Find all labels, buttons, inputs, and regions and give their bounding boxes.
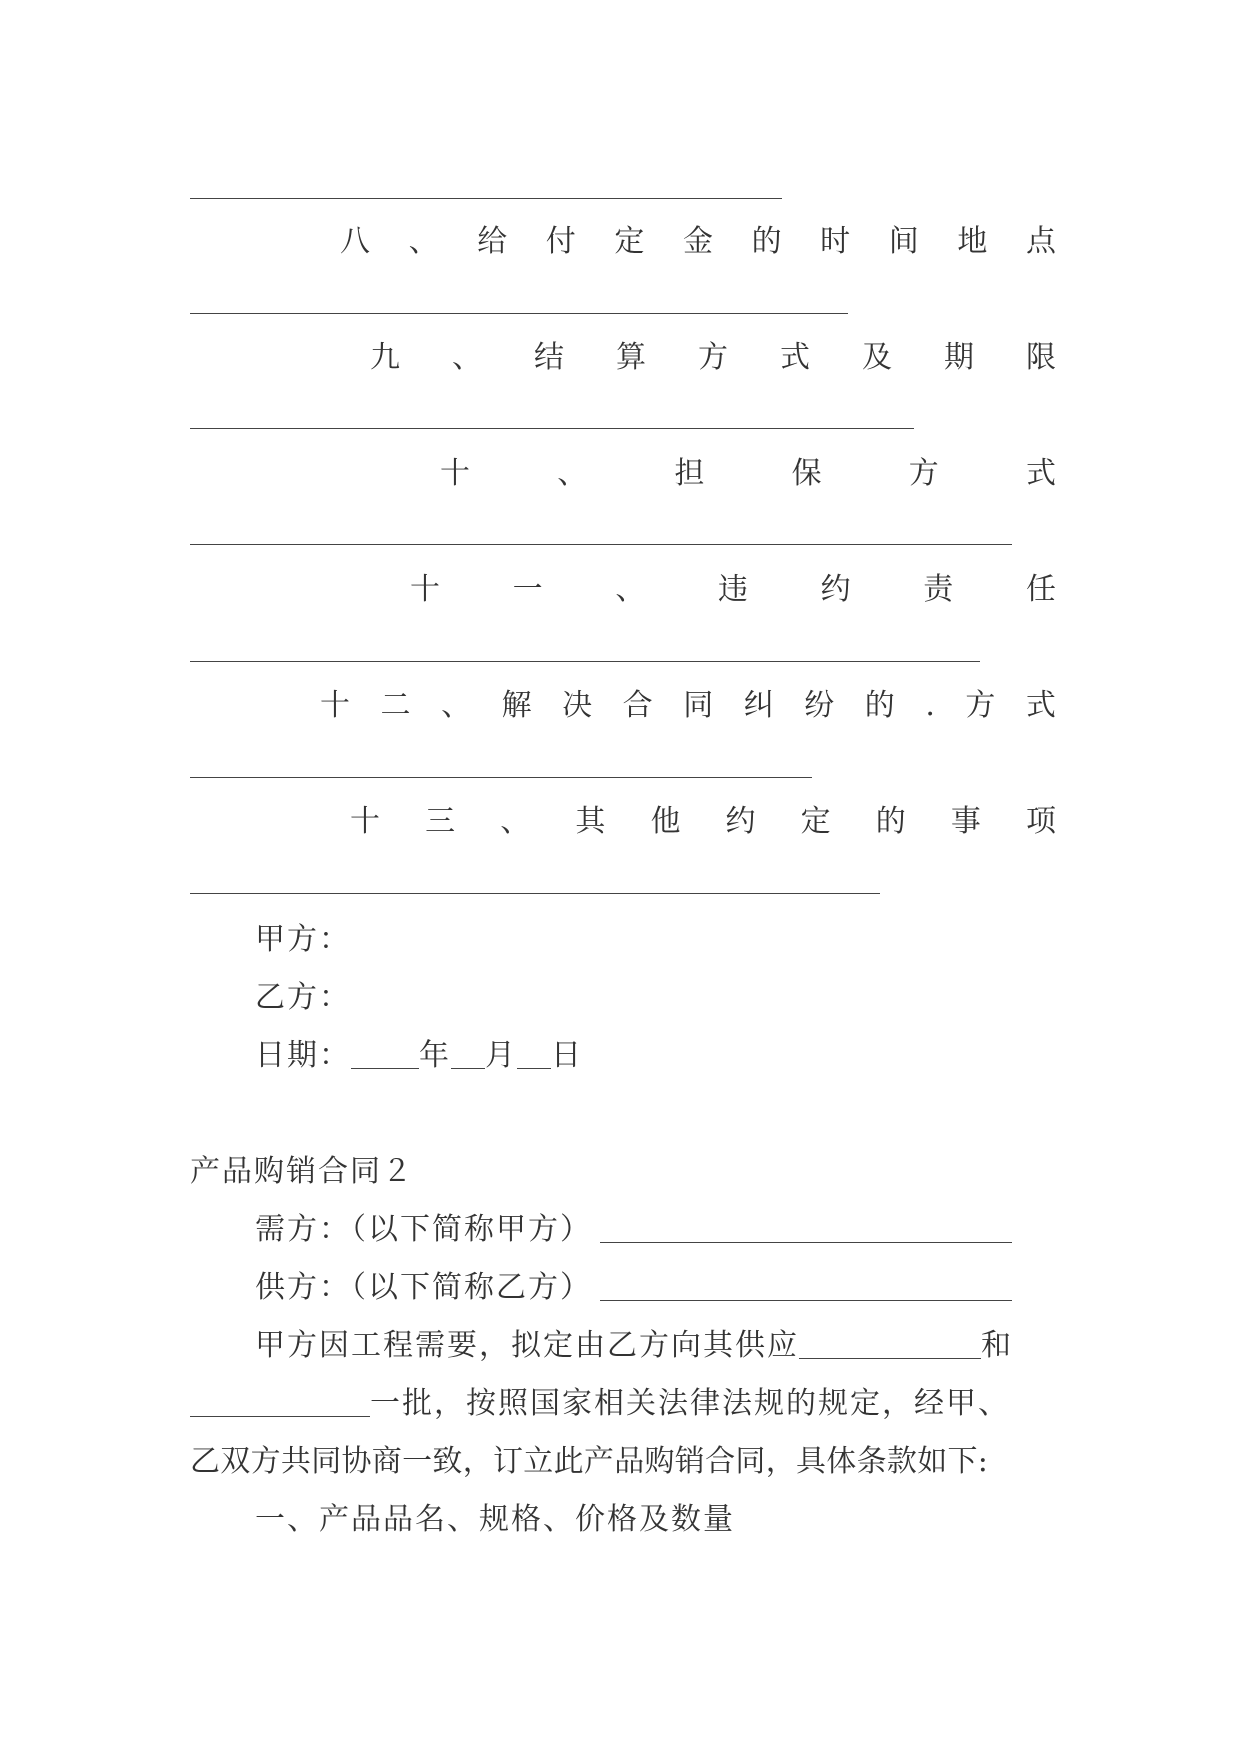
heading-char: 约: [725, 804, 756, 839]
heading-char: 方: [698, 340, 728, 375]
heading-char: 违: [717, 572, 748, 607]
heading-char: 约: [820, 572, 851, 607]
heading-char: 定: [614, 224, 645, 259]
heading-char: 他: [650, 804, 681, 839]
year-blank: [351, 1040, 419, 1069]
heading-char: 式: [1025, 456, 1056, 491]
fill-line: [190, 313, 848, 314]
heading-char: 一: [512, 572, 543, 607]
contract-title: 产品购销合同２: [190, 1154, 414, 1189]
heading-char: 决: [562, 688, 593, 723]
fill-line: [190, 544, 1012, 545]
heading-char: 的: [751, 224, 782, 259]
heading-char: 时: [820, 224, 851, 259]
heading-char: 结: [534, 340, 564, 375]
heading-char: 八: [340, 224, 370, 259]
heading-char: 金: [682, 224, 713, 259]
heading-char: 方: [965, 688, 996, 723]
party-b-label: 乙方：: [255, 980, 351, 1015]
heading-char: 限: [1026, 340, 1056, 375]
heading-char: 解: [501, 688, 532, 723]
buyer-label: 需方：（以下简称甲方）: [255, 1212, 592, 1247]
heading-char: 给: [477, 224, 508, 259]
date-label: 日期：: [255, 1038, 351, 1073]
product-blank-2: [190, 1388, 370, 1417]
heading-char: 方: [908, 456, 939, 491]
clause-heading-11: [410, 570, 1056, 610]
heading-char: 间: [888, 224, 919, 259]
heading-char: 项: [1025, 804, 1056, 839]
heading-char: 付: [545, 224, 576, 259]
heading-char: .: [925, 688, 935, 723]
fill-line: [190, 893, 880, 894]
buyer-line: [255, 1210, 1012, 1250]
heading-char: 合: [622, 688, 653, 723]
clause-heading-13: [350, 802, 1056, 842]
month-blank: [451, 1040, 485, 1069]
day-label: 日: [551, 1038, 583, 1073]
heading-char: 的: [864, 688, 895, 723]
day-blank: [517, 1040, 551, 1069]
heading-char: 纷: [804, 688, 835, 723]
heading-char: 十: [410, 572, 440, 607]
heading-char: 、: [500, 804, 531, 839]
heading-char: 的: [875, 804, 906, 839]
heading-char: 、: [441, 688, 472, 723]
clause-heading-9: [370, 338, 1056, 378]
heading-char: 二: [380, 688, 411, 723]
clause-heading-12: [320, 686, 1056, 726]
heading-char: 事: [950, 804, 981, 839]
seller-line: [255, 1268, 1012, 1308]
clause-heading-8: [340, 222, 1056, 262]
heading-char: 同: [683, 688, 714, 723]
heading-char: 及: [862, 340, 892, 375]
heading-char: 算: [616, 340, 646, 375]
date-line: [255, 1036, 583, 1076]
fill-line: [190, 198, 782, 199]
fill-line: [190, 661, 980, 662]
heading-char: 任: [1025, 572, 1056, 607]
heading-char: 、: [408, 224, 439, 259]
heading-char: 点: [1025, 224, 1056, 259]
seller-label: 供方：（以下简称乙方）: [255, 1270, 592, 1305]
intro-line-3: 乙双方共同协商一致，订立此产品购销合同，具体条款如下:: [190, 1444, 989, 1479]
intro-and: 和: [981, 1328, 1013, 1363]
heading-char: 保: [791, 456, 822, 491]
heading-char: 十: [440, 456, 470, 491]
heading-char: 定: [800, 804, 831, 839]
intro-line-2: [190, 1384, 1010, 1424]
product-blank-1: [799, 1330, 981, 1359]
heading-char: 其: [575, 804, 606, 839]
intro-line-1: [255, 1326, 1013, 1366]
heading-char: 纠: [743, 688, 774, 723]
party-a-label: 甲方：: [255, 922, 351, 957]
heading-char: 期: [944, 340, 974, 375]
heading-char: 、: [615, 572, 646, 607]
intro-text-1: 甲方因工程需要，拟定由乙方向其供应: [255, 1328, 799, 1363]
fill-line: [190, 428, 914, 429]
section-1-heading: 一、产品品名、规格、价格及数量: [255, 1502, 735, 1537]
intro-text-2: 一批，按照国家相关法律法规的规定，经甲、: [370, 1386, 1010, 1421]
clause-heading-10: [440, 454, 1056, 494]
heading-char: 十: [320, 688, 350, 723]
month-label: 月: [485, 1038, 517, 1073]
buyer-blank: [600, 1214, 1012, 1243]
year-label: 年: [419, 1038, 451, 1073]
heading-char: 担: [674, 456, 705, 491]
heading-char: 式: [1025, 688, 1056, 723]
heading-char: 、: [557, 456, 588, 491]
heading-char: 、: [452, 340, 482, 375]
heading-char: 式: [780, 340, 810, 375]
heading-char: 地: [957, 224, 988, 259]
seller-blank: [600, 1272, 1012, 1301]
heading-char: 九: [370, 340, 400, 375]
heading-char: 十: [350, 804, 380, 839]
heading-char: 三: [425, 804, 456, 839]
fill-line: [190, 777, 812, 778]
heading-char: 责: [923, 572, 954, 607]
